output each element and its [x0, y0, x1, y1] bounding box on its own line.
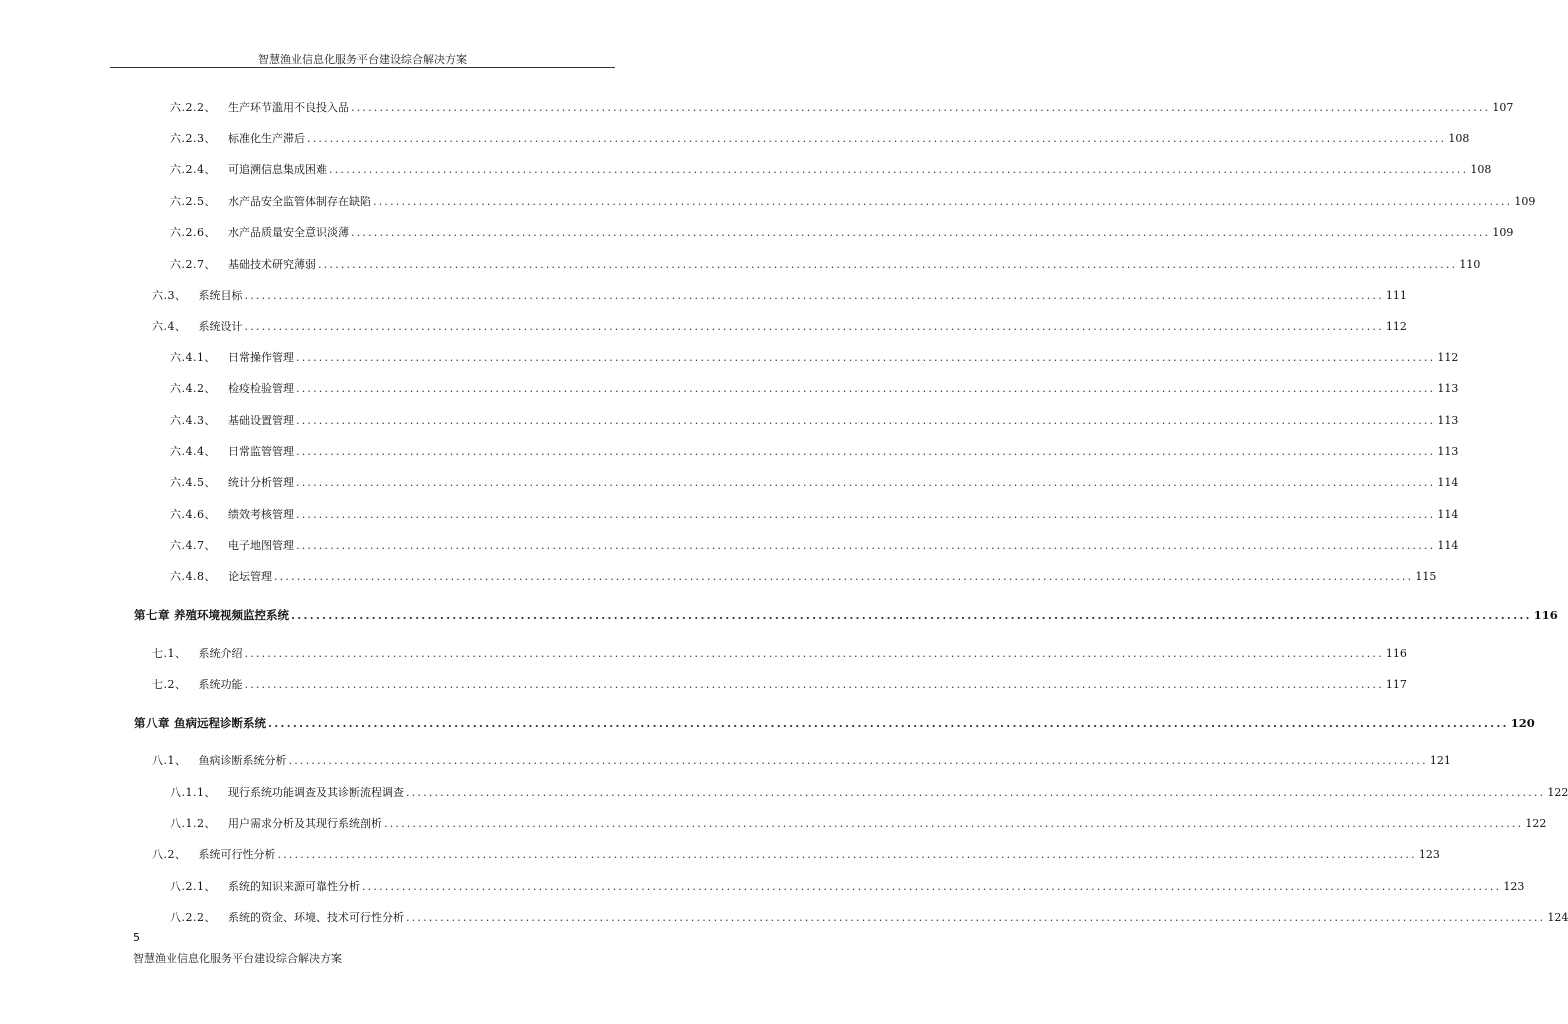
toc-entry-number: 第七章 — [134, 608, 170, 622]
toc-entry[interactable] — [170, 101, 1514, 115]
toc-dot-leader: ........................................................................................................................................................................................................ — [406, 786, 1546, 799]
toc-entry-page: 109 — [1492, 226, 1514, 239]
toc-entry-title: 系统介绍 — [198, 647, 243, 660]
toc-dot-leader: ........................................................................................................................................................................................................ — [351, 226, 1491, 239]
toc-entry[interactable] — [170, 911, 1568, 925]
toc-entry-page: 114 — [1437, 476, 1459, 489]
toc-entry-title: 系统设计 — [198, 320, 243, 333]
toc-entry-number: 六.4.8、 — [170, 570, 216, 583]
toc-entry-title: 日常操作管理 — [228, 351, 294, 364]
toc-entry-page: 116 — [1385, 647, 1407, 660]
toc-entry-number: 六.4.4、 — [170, 445, 216, 458]
toc-entry-title: 绩效考核管理 — [228, 508, 294, 521]
toc-entry[interactable] — [170, 132, 1470, 146]
toc-dot-leader: ........................................................................................................................................................................................................ — [244, 289, 1384, 302]
toc-entry-number: 六.4.3、 — [170, 414, 216, 427]
toc-entry-title: 现行系统功能调查及其诊断流程调查 — [228, 786, 404, 799]
toc-dot-leader: ........................................................................................................................................................................................................ — [406, 911, 1546, 924]
toc-entry-page: 123 — [1418, 848, 1440, 861]
toc-entry[interactable] — [152, 754, 1451, 768]
toc-dot-leader: ........................................................................................................................................................................................................ — [296, 476, 1436, 489]
toc-entry-title: 统计分析管理 — [228, 476, 294, 489]
toc-entry-number: 八.1、 — [152, 754, 187, 767]
toc-entry-page: 108 — [1448, 132, 1470, 145]
toc-entry-number: 六.4、 — [152, 320, 187, 333]
toc-entry-number: 六.4.6、 — [170, 508, 216, 521]
toc-entry[interactable] — [170, 786, 1568, 800]
toc-dot-leader: ........................................................................................................................................................................................................ — [244, 647, 1384, 660]
toc-entry-page: 123 — [1503, 880, 1525, 893]
toc-entry[interactable] — [152, 678, 1407, 692]
footer-title: 智慧渔业信息化服务平台建设综合解决方案 — [133, 952, 342, 965]
toc-entry-page: 112 — [1437, 351, 1459, 364]
toc-entry-title: 水产品质量安全意识淡薄 — [228, 226, 349, 239]
toc-entry-number: 六.4.2、 — [170, 382, 216, 395]
toc-entry[interactable] — [170, 163, 1492, 177]
toc-entry-title: 系统可行性分析 — [198, 848, 276, 861]
toc-entry[interactable] — [170, 414, 1459, 428]
toc-entry[interactable] — [170, 195, 1536, 209]
toc-entry-page: 122 — [1525, 817, 1547, 830]
toc-entry[interactable] — [170, 445, 1459, 459]
toc-dot-leader: ........................................................................................................................................................................................................ — [351, 101, 1491, 114]
toc-entry-title: 检疫检验管理 — [228, 382, 294, 395]
toc-chapter-entry[interactable] — [134, 716, 1535, 730]
toc-entry-page: 124 — [1547, 911, 1568, 924]
toc-dot-leader: ........................................................................................................................................................................................................ — [288, 754, 1428, 767]
toc-entry-page: 111 — [1385, 289, 1407, 302]
toc-entry-number: 七.1、 — [152, 647, 187, 660]
toc-entry-number: 八.1.1、 — [170, 786, 216, 799]
header-title: 智慧渔业信息化服务平台建设综合解决方案 — [258, 53, 467, 66]
toc-entry-number: 八.1.2、 — [170, 817, 216, 830]
toc-dot-leader: ........................................................................................................................................................................................................ — [318, 258, 1458, 271]
toc-dot-leader: ........................................................................................................................................................................................................ — [244, 678, 1384, 691]
toc-dot-leader: ........................................................................................................................................................................................................ — [296, 351, 1436, 364]
toc-entry-title: 标准化生产滞后 — [228, 132, 305, 145]
toc-entry-page: 121 — [1429, 754, 1451, 767]
toc-entry[interactable] — [170, 508, 1459, 522]
toc-dot-leader: ........................................................................................................................................................................................................ — [329, 163, 1469, 176]
toc-entry-number: 六.3、 — [152, 289, 187, 302]
toc-entry-number: 六.4.7、 — [170, 539, 216, 552]
toc-entry-page: 110 — [1459, 258, 1481, 271]
toc-entry-number: 八.2、 — [152, 848, 187, 861]
toc-entry-page: 113 — [1437, 382, 1459, 395]
toc-entry-title: 可追溯信息集成困难 — [228, 163, 327, 176]
toc-entry[interactable] — [170, 226, 1514, 240]
toc-entry-number: 六.2.7、 — [170, 258, 216, 271]
toc-entry-title: 鱼病远程诊断系统 — [174, 716, 266, 730]
toc-entry-number: 六.4.5、 — [170, 476, 216, 489]
toc-entry[interactable] — [170, 570, 1437, 584]
toc-entry-page: 116 — [1533, 608, 1558, 622]
toc-entry-page: 122 — [1547, 786, 1568, 799]
toc-entry-page: 120 — [1510, 716, 1535, 730]
toc-entry-title: 论坛管理 — [228, 570, 272, 583]
toc-dot-leader: ........................................................................................................................................................................................................ — [384, 817, 1524, 830]
toc-entry-page: 113 — [1437, 445, 1459, 458]
toc-dot-leader: ........................................................................................................................................................................................................ — [296, 414, 1436, 427]
toc-entry-title: 基础设置管理 — [228, 414, 294, 427]
toc-entry-page: 109 — [1514, 195, 1536, 208]
toc-entry-number: 六.4.1、 — [170, 351, 216, 364]
toc-entry-number: 六.2.4、 — [170, 163, 216, 176]
toc-dot-leader: ........................................................................................................................................................................................................ — [373, 195, 1513, 208]
toc-entry-title: 系统的知识来源可靠性分析 — [228, 880, 360, 893]
toc-entry-title: 系统目标 — [198, 289, 243, 302]
toc-entry-number: 第八章 — [134, 716, 170, 730]
toc-dot-leader: ........................................................................................................................................................................................................ — [296, 382, 1436, 395]
toc-entry-page: 114 — [1437, 539, 1459, 552]
toc-chapter-entry[interactable] — [134, 608, 1558, 622]
toc-entry-title: 基础技术研究薄弱 — [228, 258, 316, 271]
toc-entry-title: 日常监管管理 — [228, 445, 294, 458]
toc-entry-page: 108 — [1470, 163, 1492, 176]
toc-dot-leader: ........................................................................................................................................................................................................ — [291, 608, 1532, 622]
toc-dot-leader: ........................................................................................................................................................................................................ — [296, 539, 1436, 552]
toc-entry[interactable] — [170, 539, 1459, 553]
toc-dot-leader: ........................................................................................................................................................................................................ — [296, 445, 1436, 458]
toc-dot-leader: ........................................................................................................................................................................................................ — [274, 570, 1414, 583]
toc-entry-number: 八.2.2、 — [170, 911, 216, 924]
toc-entry[interactable] — [170, 817, 1547, 831]
toc-entry-title: 系统功能 — [198, 678, 243, 691]
toc-dot-leader: ........................................................................................................................................................................................................ — [268, 716, 1509, 730]
toc-dot-leader: ........................................................................................................................................................................................................ — [307, 132, 1447, 145]
toc-entry-number: 六.2.3、 — [170, 132, 216, 145]
toc-dot-leader: ........................................................................................................................................................................................................ — [296, 508, 1436, 521]
header-divider — [110, 67, 615, 68]
toc-entry[interactable] — [170, 351, 1459, 365]
toc-entry[interactable] — [152, 647, 1407, 661]
toc-entry-page: 113 — [1437, 414, 1459, 427]
toc-entry-page: 112 — [1385, 320, 1407, 333]
toc-entry-number: 六.2.2、 — [170, 101, 216, 114]
toc-entry-title: 养殖环境视频监控系统 — [174, 608, 289, 622]
toc-entry-number: 八.2.1、 — [170, 880, 216, 893]
toc-entry-page: 114 — [1437, 508, 1459, 521]
toc-entry-number: 六.2.6、 — [170, 226, 216, 239]
toc-entry[interactable] — [170, 382, 1459, 396]
toc-entry[interactable] — [170, 880, 1525, 894]
toc-entry[interactable] — [170, 476, 1459, 490]
toc-entry-title: 生产环节滥用不良投入品 — [228, 101, 349, 114]
footer-page-number: 5 — [133, 931, 140, 944]
toc-entry[interactable] — [170, 258, 1481, 272]
toc-dot-leader: ........................................................................................................................................................................................................ — [362, 880, 1502, 893]
toc-entry-number: 七.2、 — [152, 678, 187, 691]
toc-entry[interactable] — [152, 848, 1440, 862]
toc-entry-title: 用户需求分析及其现行系统剖析 — [228, 817, 382, 830]
toc-entry-number: 六.2.5、 — [170, 195, 216, 208]
toc-entry-page: 117 — [1385, 678, 1407, 691]
toc-entry-title: 水产品安全监管体制存在缺陷 — [228, 195, 371, 208]
toc-entry-title: 系统的资金、环境、技术可行性分析 — [228, 911, 404, 924]
toc-entry-title: 鱼病诊断系统分析 — [198, 754, 287, 767]
toc-entry[interactable] — [152, 289, 1407, 303]
toc-entry[interactable] — [152, 320, 1407, 334]
toc-entry-title: 电子地图管理 — [228, 539, 294, 552]
toc-entry-page: 115 — [1415, 570, 1437, 583]
toc-entry-page: 107 — [1492, 101, 1514, 114]
toc-dot-leader: ........................................................................................................................................................................................................ — [244, 320, 1384, 333]
toc-dot-leader: ........................................................................................................................................................................................................ — [277, 848, 1417, 861]
